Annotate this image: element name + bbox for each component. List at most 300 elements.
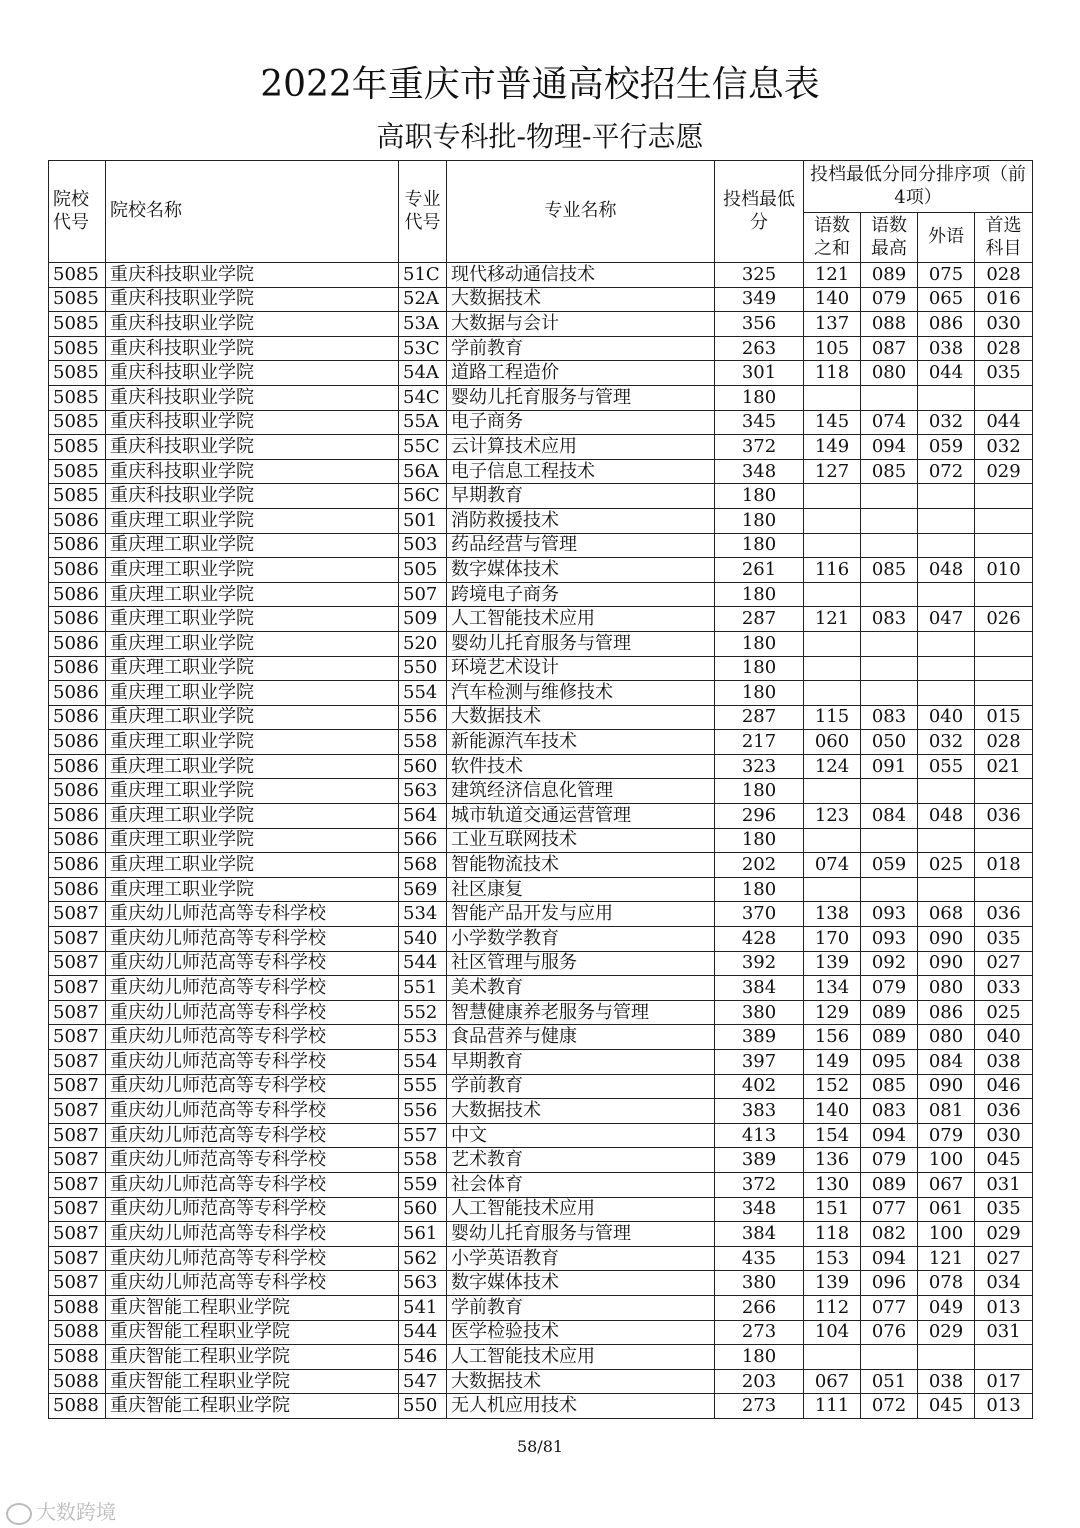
foreign-score-cell: 055 (918, 754, 975, 779)
school-code-cell: 5087 (49, 1271, 106, 1296)
table-row (49, 336, 1033, 361)
page-title: 2022年重庆市普通高校招生信息表 (260, 64, 820, 105)
max-cn-math-cell: 089 (861, 1172, 918, 1197)
sum-cn-math-cell: 139 (804, 951, 861, 976)
sum-cn-math-cell: 074 (804, 853, 861, 878)
school-name-cell: 重庆理工职业学院 (106, 582, 399, 607)
school-name-cell: 重庆智能工程职业学院 (106, 1369, 399, 1394)
school-name-cell: 重庆理工职业学院 (106, 558, 399, 583)
max-cn-math-cell: 089 (861, 263, 918, 288)
max-cn-math-cell (861, 779, 918, 804)
school-code-cell: 5087 (49, 976, 106, 1001)
max-cn-math-cell: 072 (861, 1394, 918, 1419)
major-name-cell: 新能源汽车技术 (447, 730, 715, 755)
major-name-cell: 云计算技术应用 (447, 435, 715, 460)
table-row (49, 263, 1033, 288)
first-subject-score-cell (975, 533, 1033, 558)
max-cn-math-cell: 094 (861, 435, 918, 460)
max-cn-math-cell: 083 (861, 607, 918, 632)
major-code-cell: 534 (399, 902, 447, 927)
foreign-score-cell (918, 582, 975, 607)
school-name-cell: 重庆理工职业学院 (106, 877, 399, 902)
min-score-cell: 428 (715, 927, 804, 952)
min-score-cell: 301 (715, 361, 804, 386)
major-code-cell: 56A (399, 459, 447, 484)
min-score-cell: 383 (715, 1099, 804, 1124)
min-score-cell: 180 (715, 681, 804, 706)
table-row (49, 484, 1033, 509)
table-row (49, 705, 1033, 730)
school-code-cell: 5086 (49, 607, 106, 632)
min-score-cell: 180 (715, 779, 804, 804)
table-row (49, 435, 1033, 460)
school-code-cell: 5086 (49, 533, 106, 558)
major-code-cell: 562 (399, 1246, 447, 1271)
major-name-cell: 工业互联网技术 (447, 828, 715, 853)
foreign-score-cell: 048 (918, 558, 975, 583)
foreign-score-cell (918, 385, 975, 410)
school-code-cell: 5086 (49, 828, 106, 853)
major-name-cell: 学前教育 (447, 336, 715, 361)
school-name-cell: 重庆智能工程职业学院 (106, 1295, 399, 1320)
foreign-score-cell (918, 877, 975, 902)
foreign-score-cell: 121 (918, 1246, 975, 1271)
school-name-cell: 重庆理工职业学院 (106, 607, 399, 632)
school-name-cell: 重庆幼儿师范高等专科学校 (106, 1172, 399, 1197)
first-subject-score-cell: 026 (975, 607, 1033, 632)
table-row (49, 508, 1033, 533)
school-code-cell: 5085 (49, 336, 106, 361)
major-name-cell: 智能物流技术 (447, 853, 715, 878)
major-code-cell: 559 (399, 1172, 447, 1197)
foreign-score-cell (918, 1345, 975, 1370)
table-row (49, 1394, 1033, 1419)
foreign-score-cell: 032 (918, 730, 975, 755)
major-name-cell: 电子信息工程技术 (447, 459, 715, 484)
max-cn-math-cell: 087 (861, 336, 918, 361)
school-code-cell: 5086 (49, 730, 106, 755)
max-cn-math-cell (861, 631, 918, 656)
major-code-cell: 561 (399, 1222, 447, 1247)
first-subject-score-cell: 031 (975, 1320, 1033, 1345)
table-row (49, 558, 1033, 583)
first-subject-score-cell: 029 (975, 1222, 1033, 1247)
sum-cn-math-cell: 156 (804, 1025, 861, 1050)
school-code-cell: 5086 (49, 508, 106, 533)
first-subject-score-cell: 035 (975, 1197, 1033, 1222)
first-subject-score-cell: 038 (975, 1050, 1033, 1075)
sum-cn-math-cell: 152 (804, 1074, 861, 1099)
major-name-cell: 消防救援技术 (447, 508, 715, 533)
foreign-score-cell: 049 (918, 1295, 975, 1320)
table-row (49, 1074, 1033, 1099)
first-subject-score-cell: 040 (975, 1025, 1033, 1050)
max-cn-math-cell (861, 828, 918, 853)
school-code-cell: 5086 (49, 779, 106, 804)
school-code-cell: 5085 (49, 312, 106, 337)
major-code-cell: 509 (399, 607, 447, 632)
sum-cn-math-cell (804, 877, 861, 902)
major-name-cell: 智慧健康养老服务与管理 (447, 1000, 715, 1025)
major-name-cell: 大数据技术 (447, 287, 715, 312)
major-name-cell: 早期教育 (447, 1050, 715, 1075)
sum-cn-math-cell: 121 (804, 607, 861, 632)
school-code-cell: 5087 (49, 1123, 106, 1148)
sum-cn-math-cell: 118 (804, 1222, 861, 1247)
major-code-cell: 547 (399, 1369, 447, 1394)
major-name-cell: 人工智能技术应用 (447, 1197, 715, 1222)
major-code-cell: 540 (399, 927, 447, 952)
foreign-score-cell: 045 (918, 1394, 975, 1419)
sum-cn-math-cell (804, 508, 861, 533)
first-subject-score-cell: 018 (975, 853, 1033, 878)
major-code-cell: 554 (399, 681, 447, 706)
school-code-cell: 5087 (49, 1025, 106, 1050)
foreign-score-cell: 084 (918, 1050, 975, 1075)
max-cn-math-cell: 085 (861, 1074, 918, 1099)
min-score-cell: 402 (715, 1074, 804, 1099)
max-cn-math-cell: 095 (861, 1050, 918, 1075)
school-code-cell: 5086 (49, 656, 106, 681)
sum-cn-math-cell: 129 (804, 1000, 861, 1025)
min-score-cell: 372 (715, 435, 804, 460)
major-code-cell: 552 (399, 1000, 447, 1025)
school-code-cell: 5087 (49, 951, 106, 976)
major-name-cell: 数字媒体技术 (447, 558, 715, 583)
min-score-cell: 296 (715, 804, 804, 829)
major-code-cell: 563 (399, 1271, 447, 1296)
school-name-cell: 重庆幼儿师范高等专科学校 (106, 927, 399, 952)
foreign-score-cell (918, 484, 975, 509)
table-row (49, 1222, 1033, 1247)
foreign-score-cell (918, 828, 975, 853)
major-name-cell: 社会体育 (447, 1172, 715, 1197)
first-subject-score-cell: 030 (975, 1123, 1033, 1148)
foreign-score-cell: 090 (918, 1074, 975, 1099)
major-code-cell: 556 (399, 705, 447, 730)
first-subject-score-cell: 025 (975, 1000, 1033, 1025)
school-code-cell: 5087 (49, 1246, 106, 1271)
first-subject-score-cell: 044 (975, 410, 1033, 435)
school-name-cell: 重庆幼儿师范高等专科学校 (106, 1000, 399, 1025)
foreign-score-cell (918, 533, 975, 558)
foreign-score-cell: 100 (918, 1222, 975, 1247)
foreign-score-cell: 044 (918, 361, 975, 386)
table-row (49, 582, 1033, 607)
school-name-cell: 重庆科技职业学院 (106, 410, 399, 435)
first-subject-score-cell: 027 (975, 951, 1033, 976)
first-subject-score-cell (975, 484, 1033, 509)
school-name-cell: 重庆理工职业学院 (106, 779, 399, 804)
table-row (49, 1148, 1033, 1173)
first-subject-score-cell: 036 (975, 1099, 1033, 1124)
max-cn-math-cell: 093 (861, 902, 918, 927)
major-name-cell: 学前教育 (447, 1295, 715, 1320)
school-name-cell: 重庆科技职业学院 (106, 287, 399, 312)
school-code-cell: 5085 (49, 385, 106, 410)
first-subject-score-cell: 017 (975, 1369, 1033, 1394)
major-code-cell: 544 (399, 951, 447, 976)
major-name-cell: 中文 (447, 1123, 715, 1148)
major-code-cell: 555 (399, 1074, 447, 1099)
first-subject-score-cell (975, 385, 1033, 410)
school-name-cell: 重庆幼儿师范高等专科学校 (106, 1197, 399, 1222)
school-code-cell: 5087 (49, 927, 106, 952)
first-subject-score-cell: 033 (975, 976, 1033, 1001)
first-subject-score-cell: 045 (975, 1148, 1033, 1173)
school-code-cell: 5086 (49, 804, 106, 829)
school-code-cell: 5088 (49, 1369, 106, 1394)
major-code-cell: 563 (399, 779, 447, 804)
sum-cn-math-cell (804, 582, 861, 607)
table-row (49, 1000, 1033, 1025)
first-subject-score-cell: 029 (975, 459, 1033, 484)
major-name-cell: 美术教育 (447, 976, 715, 1001)
sum-cn-math-cell: 118 (804, 361, 861, 386)
header-min-score: 投档最低分 (715, 161, 804, 263)
first-subject-score-cell: 030 (975, 312, 1033, 337)
sum-cn-math-cell: 145 (804, 410, 861, 435)
min-score-cell: 287 (715, 607, 804, 632)
min-score-cell: 180 (715, 582, 804, 607)
school-name-cell: 重庆理工职业学院 (106, 730, 399, 755)
table-row (49, 1099, 1033, 1124)
major-name-cell: 药品经营与管理 (447, 533, 715, 558)
major-name-cell: 社区管理与服务 (447, 951, 715, 976)
major-name-cell: 小学数学教育 (447, 927, 715, 952)
major-code-cell: 550 (399, 1394, 447, 1419)
min-score-cell: 349 (715, 287, 804, 312)
foreign-score-cell: 038 (918, 1369, 975, 1394)
school-name-cell: 重庆智能工程职业学院 (106, 1345, 399, 1370)
min-score-cell: 273 (715, 1394, 804, 1419)
sum-cn-math-cell: 127 (804, 459, 861, 484)
major-name-cell: 婴幼儿托育服务与管理 (447, 385, 715, 410)
major-name-cell: 艺术教育 (447, 1148, 715, 1173)
major-name-cell: 汽车检测与维修技术 (447, 681, 715, 706)
major-code-cell: 553 (399, 1025, 447, 1050)
sum-cn-math-cell: 153 (804, 1246, 861, 1271)
school-name-cell: 重庆幼儿师范高等专科学校 (106, 1148, 399, 1173)
foreign-score-cell: 061 (918, 1197, 975, 1222)
first-subject-score-cell: 016 (975, 287, 1033, 312)
table-row (49, 1172, 1033, 1197)
first-subject-score-cell (975, 631, 1033, 656)
table-row (49, 533, 1033, 558)
first-subject-score-cell (975, 508, 1033, 533)
first-subject-score-cell: 013 (975, 1295, 1033, 1320)
school-name-cell: 重庆幼儿师范高等专科学校 (106, 1271, 399, 1296)
major-code-cell: 551 (399, 976, 447, 1001)
sum-cn-math-cell (804, 1345, 861, 1370)
table-row (49, 1369, 1033, 1394)
min-score-cell: 180 (715, 828, 804, 853)
table-row (49, 312, 1033, 337)
max-cn-math-cell: 074 (861, 410, 918, 435)
min-score-cell: 261 (715, 558, 804, 583)
foreign-score-cell: 086 (918, 312, 975, 337)
school-code-cell: 5088 (49, 1295, 106, 1320)
school-name-cell: 重庆幼儿师范高等专科学校 (106, 1025, 399, 1050)
min-score-cell: 392 (715, 951, 804, 976)
major-code-cell: 550 (399, 656, 447, 681)
major-name-cell: 小学英语教育 (447, 1246, 715, 1271)
max-cn-math-cell: 093 (861, 927, 918, 952)
major-code-cell: 544 (399, 1320, 447, 1345)
major-code-cell: 55A (399, 410, 447, 435)
max-cn-math-cell: 076 (861, 1320, 918, 1345)
school-name-cell: 重庆幼儿师范高等专科学校 (106, 1099, 399, 1124)
first-subject-score-cell (975, 877, 1033, 902)
sum-cn-math-cell: 105 (804, 336, 861, 361)
major-name-cell: 社区康复 (447, 877, 715, 902)
header-sum-cn-math: 语数之和 (804, 213, 861, 263)
school-name-cell: 重庆科技职业学院 (106, 385, 399, 410)
min-score-cell: 180 (715, 631, 804, 656)
first-subject-score-cell: 035 (975, 361, 1033, 386)
first-subject-score-cell: 028 (975, 730, 1033, 755)
sum-cn-math-cell (804, 779, 861, 804)
school-name-cell: 重庆智能工程职业学院 (106, 1394, 399, 1419)
foreign-score-cell: 059 (918, 435, 975, 460)
table-row (49, 779, 1033, 804)
school-name-cell: 重庆科技职业学院 (106, 459, 399, 484)
foreign-score-cell: 029 (918, 1320, 975, 1345)
major-name-cell: 大数据技术 (447, 705, 715, 730)
major-code-cell: 501 (399, 508, 447, 533)
major-name-cell: 电子商务 (447, 410, 715, 435)
major-name-cell: 建筑经济信息化管理 (447, 779, 715, 804)
max-cn-math-cell: 083 (861, 1099, 918, 1124)
sum-cn-math-cell (804, 484, 861, 509)
table-row (49, 287, 1033, 312)
min-score-cell: 202 (715, 853, 804, 878)
foreign-score-cell: 067 (918, 1172, 975, 1197)
first-subject-score-cell: 031 (975, 1172, 1033, 1197)
school-code-cell: 5086 (49, 705, 106, 730)
school-code-cell: 5088 (49, 1320, 106, 1345)
major-name-cell: 早期教育 (447, 484, 715, 509)
max-cn-math-cell: 094 (861, 1246, 918, 1271)
table-row (49, 828, 1033, 853)
sum-cn-math-cell (804, 533, 861, 558)
major-name-cell: 数字媒体技术 (447, 1271, 715, 1296)
first-subject-score-cell (975, 828, 1033, 853)
max-cn-math-cell: 084 (861, 804, 918, 829)
max-cn-math-cell: 089 (861, 1000, 918, 1025)
max-cn-math-cell: 083 (861, 705, 918, 730)
sum-cn-math-cell (804, 385, 861, 410)
sum-cn-math-cell: 134 (804, 976, 861, 1001)
first-subject-score-cell: 010 (975, 558, 1033, 583)
min-score-cell: 380 (715, 1000, 804, 1025)
table-row (49, 976, 1033, 1001)
school-code-cell: 5085 (49, 484, 106, 509)
table-row (49, 1295, 1033, 1320)
weibo-logo-icon (6, 1503, 32, 1525)
min-score-cell: 180 (715, 533, 804, 558)
max-cn-math-cell (861, 484, 918, 509)
school-name-cell: 重庆科技职业学院 (106, 361, 399, 386)
header-max-cn-math: 语数最高 (861, 213, 918, 263)
foreign-score-cell: 078 (918, 1271, 975, 1296)
sum-cn-math-cell: 140 (804, 1099, 861, 1124)
major-name-cell: 医学检验技术 (447, 1320, 715, 1345)
table-row (49, 1197, 1033, 1222)
sum-cn-math-cell: 121 (804, 263, 861, 288)
min-score-cell: 384 (715, 1222, 804, 1247)
min-score-cell: 273 (715, 1320, 804, 1345)
table-row (49, 1271, 1033, 1296)
school-name-cell: 重庆理工职业学院 (106, 828, 399, 853)
min-score-cell: 180 (715, 656, 804, 681)
school-code-cell: 5087 (49, 1099, 106, 1124)
min-score-cell: 180 (715, 1345, 804, 1370)
min-score-cell: 217 (715, 730, 804, 755)
school-name-cell: 重庆科技职业学院 (106, 263, 399, 288)
school-name-cell: 重庆科技职业学院 (106, 484, 399, 509)
sum-cn-math-cell: 151 (804, 1197, 861, 1222)
table-row (49, 607, 1033, 632)
sum-cn-math-cell: 112 (804, 1295, 861, 1320)
major-code-cell: 569 (399, 877, 447, 902)
foreign-score-cell: 079 (918, 1123, 975, 1148)
min-score-cell: 372 (715, 1172, 804, 1197)
page-subtitle: 高职专科批-物理-平行志愿 (376, 120, 704, 153)
school-name-cell: 重庆理工职业学院 (106, 681, 399, 706)
school-name-cell: 重庆幼儿师范高等专科学校 (106, 976, 399, 1001)
min-score-cell: 180 (715, 385, 804, 410)
max-cn-math-cell: 079 (861, 287, 918, 312)
foreign-score-cell: 081 (918, 1099, 975, 1124)
school-name-cell: 重庆理工职业学院 (106, 656, 399, 681)
major-code-cell: 557 (399, 1123, 447, 1148)
table-row (49, 656, 1033, 681)
foreign-score-cell (918, 681, 975, 706)
first-subject-score-cell (975, 656, 1033, 681)
foreign-score-cell: 100 (918, 1148, 975, 1173)
sum-cn-math-cell: 060 (804, 730, 861, 755)
max-cn-math-cell: 092 (861, 951, 918, 976)
major-code-cell: 564 (399, 804, 447, 829)
sum-cn-math-cell (804, 656, 861, 681)
major-name-cell: 人工智能技术应用 (447, 607, 715, 632)
table-row (49, 681, 1033, 706)
foreign-score-cell: 080 (918, 1025, 975, 1050)
table-body (49, 263, 1033, 1419)
major-code-cell: 560 (399, 1197, 447, 1222)
min-score-cell: 348 (715, 1197, 804, 1222)
table-row (49, 951, 1033, 976)
first-subject-score-cell (975, 779, 1033, 804)
foreign-score-cell: 086 (918, 1000, 975, 1025)
major-code-cell: 520 (399, 631, 447, 656)
sum-cn-math-cell: 149 (804, 1050, 861, 1075)
major-name-cell: 婴幼儿托育服务与管理 (447, 1222, 715, 1247)
header-first-subject: 首选科目 (975, 213, 1033, 263)
major-name-cell: 无人机应用技术 (447, 1394, 715, 1419)
school-code-cell: 5087 (49, 1172, 106, 1197)
major-code-cell: 507 (399, 582, 447, 607)
school-code-cell: 5086 (49, 681, 106, 706)
header-major-name: 专业名称 (447, 161, 715, 263)
sum-cn-math-cell: 067 (804, 1369, 861, 1394)
school-name-cell: 重庆理工职业学院 (106, 804, 399, 829)
major-name-cell: 学前教育 (447, 1074, 715, 1099)
major-name-cell: 大数据与会计 (447, 312, 715, 337)
max-cn-math-cell: 059 (861, 853, 918, 878)
major-code-cell: 53A (399, 312, 447, 337)
